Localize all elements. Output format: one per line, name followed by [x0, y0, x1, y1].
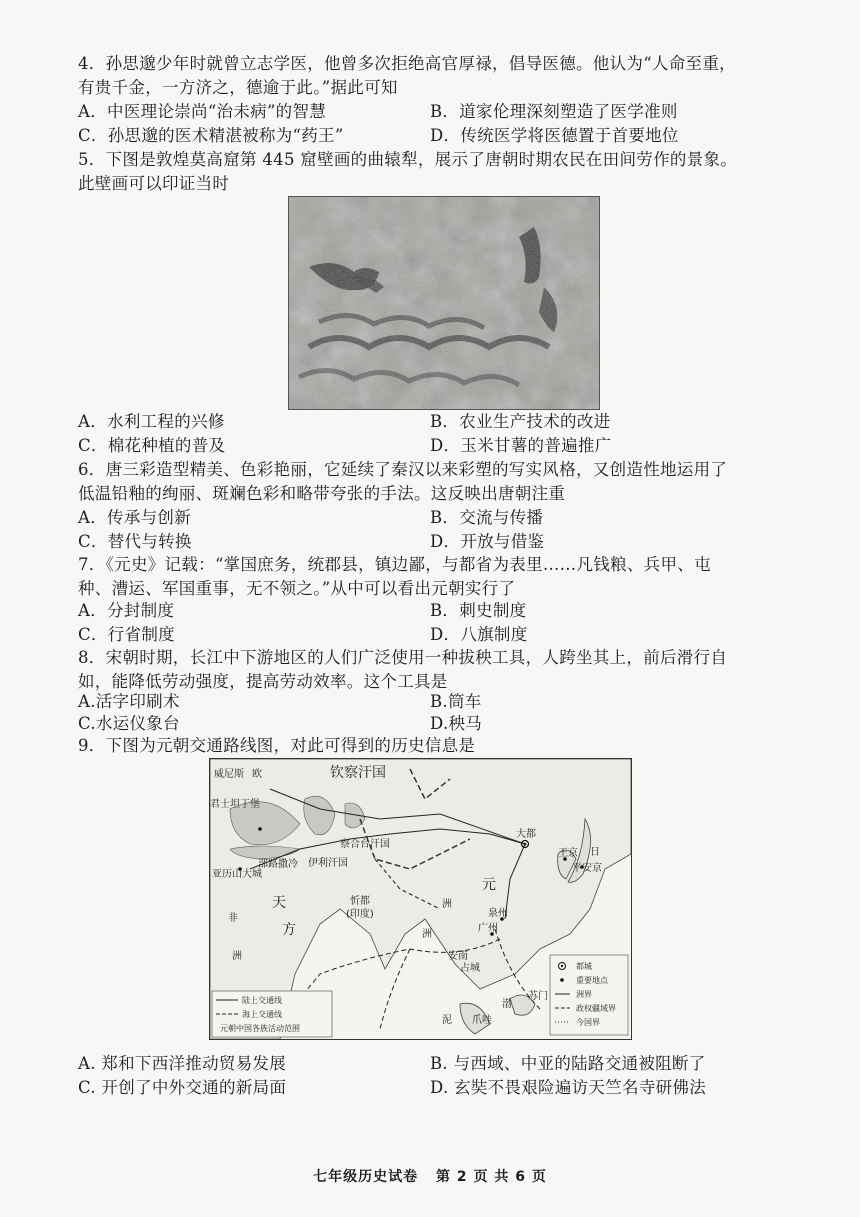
page-footer	[0, 1166, 860, 1186]
q6-option-b: B．交流与传播	[430, 508, 544, 527]
map-label-japan: 日	[590, 847, 600, 858]
footer-title: 七年级历史试卷	[313, 1169, 419, 1185]
legend-modern-border: 今国界	[576, 1018, 600, 1027]
map-label-champa: 占城	[460, 963, 480, 974]
map-label-tianfang-2: 方	[282, 922, 296, 938]
map-label-alexandria: 亚历山大城	[212, 869, 262, 880]
q8-option-d: D.秧马	[430, 714, 483, 733]
q4-line1: 4．孙思邈少年时就曾立志学医，他曾多次拒绝高官厚禄，倡导医德。他认为“人命至重，	[78, 54, 736, 73]
q6-option-d: D．开放与借鉴	[430, 532, 545, 551]
q8-option-a: A.活字印刷术	[78, 692, 180, 711]
legend-activity-range: 元朝中国各族活动范围	[220, 1024, 300, 1033]
q9-option-d: D. 玄奘不畏艰险遍访天竺名寺研佛法	[430, 1078, 707, 1097]
q7-option-a: A．分封制度	[78, 601, 175, 620]
q4-stem	[78, 52, 778, 100]
map-label-quanzhou: 泉州	[488, 908, 508, 919]
legend-land-route: 陆上交通线	[242, 996, 282, 1005]
q6-line2: 低温铅釉的绚丽、斑斓色彩和略带夸张的手法。这反映出唐朝注重	[78, 484, 566, 503]
map-label-ilkhanate: 伊利汗国	[308, 858, 348, 869]
q8-option-c: C.水运仪象台	[78, 714, 180, 733]
q5-option-b: B．农业生产技术的改进	[430, 412, 611, 431]
map-label-annam: 安南	[448, 951, 468, 962]
q5-line1: 5．下图是敦煌莫高窟第 445 窟壁画的曲辕犁，展示了唐朝时期农民在田间劳作的景象。	[78, 150, 738, 169]
q4-option-d: D．传统医学将医德置于首要地位	[430, 126, 679, 145]
q5-option-d: D．玉米甘薯的普遍推广	[430, 436, 612, 455]
legend-sea-route: 海上交通线	[242, 1010, 282, 1019]
q4-option-a: A．中医理论崇尚“治未病”的智慧	[78, 102, 327, 121]
q7-line2: 种、漕运、军国重事，无不领之。”从中可以看出元朝实行了	[78, 579, 516, 598]
map-legend-right	[550, 955, 628, 1035]
map-label-java: 爪哇	[472, 1015, 492, 1026]
map-legend-left	[212, 991, 332, 1037]
q8-option-b: B.筒车	[430, 692, 482, 711]
q5-stem	[78, 148, 778, 196]
q4-line2: 有贵千金，一方济之，德逾于此。”据此可知	[78, 78, 398, 97]
map-label-heiankyo: 平安京	[572, 863, 602, 874]
q6-option-a: A．传承与创新	[78, 508, 192, 527]
map-label-constantinople: 君士坦丁堡	[210, 799, 260, 810]
map-label-africa-2: 洲	[232, 951, 242, 962]
q4-option-c: C．孙思邈的医术精湛被称为“药王”	[78, 126, 344, 145]
q6-line1: 6．唐三彩造型精美、色彩艳丽，它延续了秦汉以来彩塑的写实风格，又创造性地运用了	[78, 460, 728, 479]
map-label-india: 忻都	[350, 896, 370, 907]
q7-option-b: B．刺史制度	[430, 601, 527, 620]
footer-page-number: 第 2 页 共 6 页	[436, 1169, 547, 1185]
q7-option-c: C．行省制度	[78, 625, 175, 644]
map-label-tianfang-1: 天	[272, 895, 286, 911]
mural-painting-figure	[289, 197, 599, 409]
map-label-wangjing: 王京	[558, 848, 578, 859]
map-label-africa-1: 非	[228, 913, 238, 924]
q9-stem	[78, 734, 778, 758]
map-label-borneo-2: 泥	[442, 1015, 452, 1026]
map-label-asia: 洲	[442, 899, 452, 910]
q8-stem	[78, 646, 778, 694]
legend-continent-border: 洲界	[576, 990, 592, 999]
q7-option-d: D．八旗制度	[430, 625, 528, 644]
yuan-transport-map	[209, 758, 632, 1040]
map-label-europe: 欧	[252, 769, 262, 780]
map-label-venice: 威尼斯	[214, 769, 244, 780]
map-label-jerusalem: 部路撒冷	[258, 859, 298, 870]
map-label-kipchak: 钦察汗国	[330, 765, 386, 781]
q8-line1: 8．宋朝时期，长江中下游地区的人们广泛使用一种拔秧工具，人跨坐其上，前后滑行自	[78, 648, 728, 667]
map-label-borneo-1: 渤	[502, 999, 512, 1010]
q6-stem	[78, 458, 778, 506]
q9-option-b: B. 与西域、中亚的陆路交通被阻断了	[430, 1054, 706, 1073]
map-figure	[210, 759, 631, 1039]
q5-line2: 此壁画可以印证当时	[78, 174, 230, 193]
q9-line1: 9．下图为元朝交通路线图，对此可得到的历史信息是	[78, 736, 476, 755]
mural-image	[288, 196, 600, 410]
q5-option-c: C．棉花种植的普及	[78, 436, 226, 455]
map-label-ocean: 洲	[422, 929, 432, 940]
map-label-chagatai: 察合台汗国	[340, 839, 390, 850]
q4-option-b: B．道家伦理深刻塑造了医学准则	[430, 102, 678, 121]
legend-regime-border: 政权疆域界	[576, 1004, 616, 1013]
map-label-guangzhou: 广州	[478, 923, 498, 934]
q7-line1: 7．《元史》记载：“掌国庶务，统郡县，镇边鄙，与都省为表里……凡钱粮、兵甲、屯	[78, 555, 711, 574]
q5-option-a: A．水利工程的兴修	[78, 412, 225, 431]
map-label-dadu: 大都	[516, 829, 536, 840]
q8-line2: 如，能降低劳动强度，提高劳动效率。这个工具是	[78, 672, 448, 691]
q9-option-a: A. 郑和下西洋推动贸易发展	[78, 1054, 287, 1073]
map-label-yuan: 元	[482, 877, 496, 893]
q6-option-c: C．替代与转换	[78, 532, 192, 551]
legend-important-place: 重要地点	[576, 976, 608, 985]
q7-stem	[78, 553, 778, 601]
map-label-sumatra: 苏门	[528, 991, 548, 1002]
q9-option-c: C. 开创了中外交通的新局面	[78, 1078, 287, 1097]
map-label-india-sub: (印度)	[346, 909, 374, 920]
legend-capital: 都城	[576, 962, 592, 971]
